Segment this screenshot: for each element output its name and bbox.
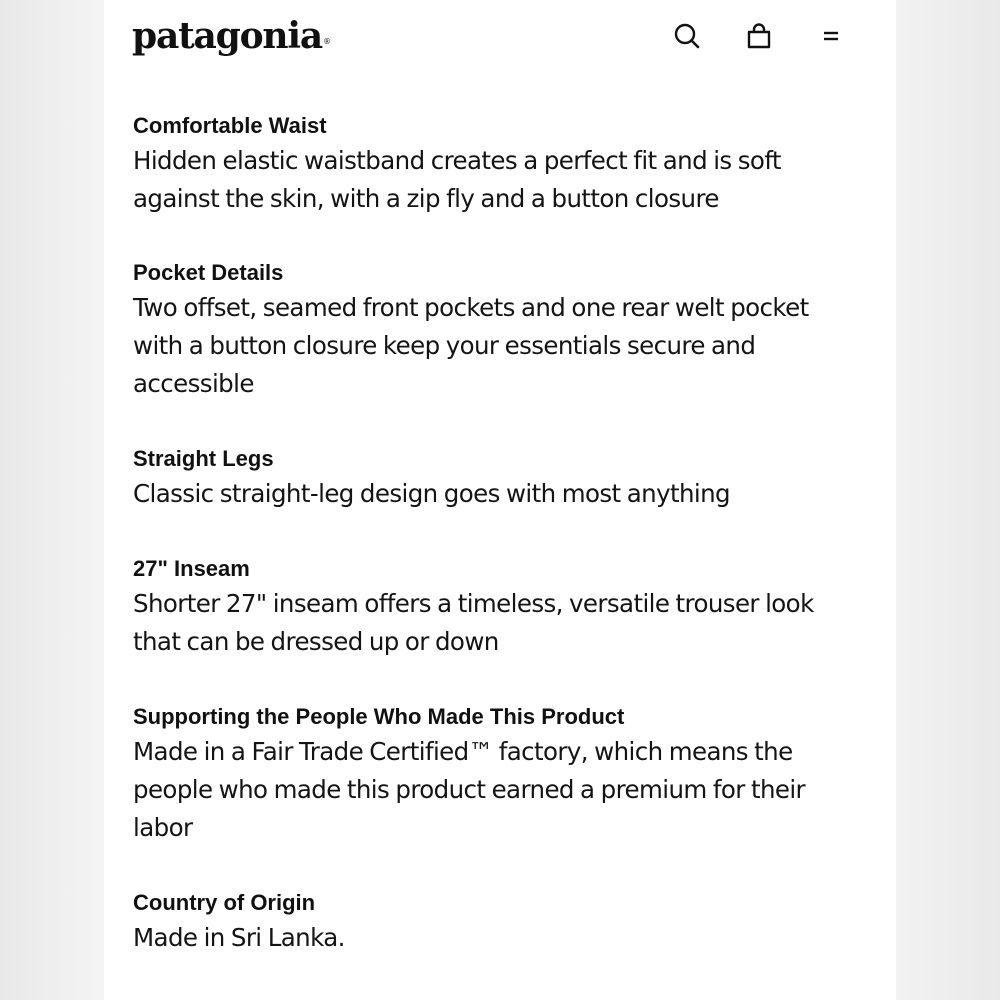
registered-mark: ® [323, 37, 332, 46]
detail-body: Made in a Fair Trade Certified™ factory, which means the people who made this product earned a premium for their labor [133, 737, 806, 842]
detail-straight-legs [133, 443, 873, 513]
detail-body: Two offset, seamed front pockets and one rear welt pocket with a button closure keep your essentials secure and accessible [133, 293, 809, 398]
detail-pocket-details [133, 257, 873, 403]
detail-country-of-origin [133, 887, 873, 957]
menu-icon [821, 28, 841, 44]
detail-body: Hidden elastic waistband creates a perfect fit and is soft against the skin, with a zip fly and a button closure [133, 146, 781, 213]
cart-button[interactable] [743, 20, 775, 52]
product-details-list [133, 110, 873, 957]
detail-comfortable-waist [133, 110, 873, 218]
detail-title: Pocket Details [133, 260, 284, 285]
detail-title: Straight Legs [133, 446, 274, 471]
detail-inseam [133, 553, 873, 661]
search-button[interactable] [671, 20, 703, 52]
detail-title: 27" Inseam [133, 556, 250, 581]
product-details-page [104, 0, 896, 1000]
site-header [104, 0, 896, 80]
menu-button[interactable] [815, 20, 847, 52]
detail-body: Classic straight-leg design goes with most anything [133, 479, 731, 508]
detail-fair-trade [133, 701, 873, 847]
logo-wordmark: patagonia [132, 15, 323, 57]
detail-title: Country of Origin [133, 890, 316, 915]
search-icon [673, 22, 701, 50]
detail-body: Shorter 27" inseam offers a timeless, versatile trouser look that can be dressed up or down [133, 589, 814, 656]
detail-title: Supporting the People Who Made This Product [133, 704, 625, 729]
detail-body: Made in Sri Lanka. [133, 923, 345, 952]
detail-title: Comfortable Waist [133, 113, 327, 138]
patagonia-logo[interactable] [132, 14, 331, 58]
shopping-bag-icon [746, 22, 772, 50]
